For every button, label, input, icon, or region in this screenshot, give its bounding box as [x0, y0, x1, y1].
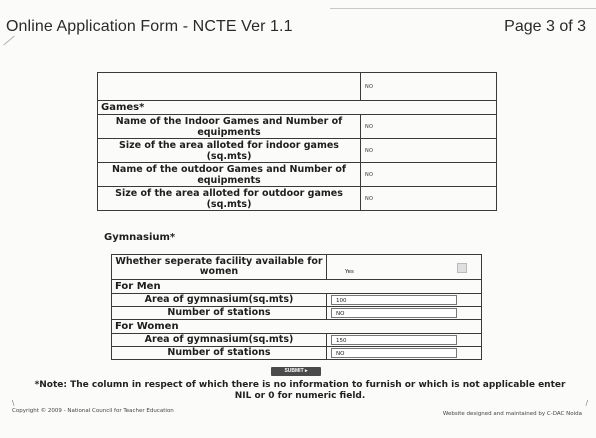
separate-facility-value: Yes	[345, 268, 354, 275]
note-text: *Note: The column in respect of which there is no information to furnish or which is not applicable enter NIL or 0 for numeric field.	[34, 380, 566, 401]
submit-button[interactable]: SUBMIT ▸	[271, 367, 321, 376]
submit-label: SUBMIT	[284, 368, 304, 374]
women-area-label: Area of gymnasium(sq.mts)	[112, 334, 327, 347]
scan-tick-mark: \	[12, 399, 15, 407]
footer-copyright: Copyright © 2009 - National Council for Teacher Education	[12, 408, 174, 414]
top-value-cell: NO	[361, 73, 497, 101]
women-stations-label: Number of stations	[112, 347, 327, 360]
gymnasium-heading: Gymnasium*	[104, 232, 176, 243]
table-section-row	[112, 320, 482, 334]
outdoor-games-value[interactable]: NO	[361, 163, 497, 187]
men-stations-input[interactable]: NO	[331, 308, 457, 318]
women-area-input[interactable]: 150	[331, 335, 457, 345]
outdoor-games-label: Name of the outdoor Games and Number of equipments	[98, 163, 361, 187]
gymnasium-table	[111, 254, 482, 360]
table-row	[98, 139, 497, 163]
scan-tick-mark: /	[585, 399, 588, 407]
for-women-label: For Women	[112, 320, 482, 334]
for-men-label: For Men	[112, 280, 482, 294]
page-number: Page 3 of 3	[504, 18, 586, 35]
scan-artifact-mark	[3, 36, 14, 46]
table-row	[112, 255, 482, 280]
men-stations-label: Number of stations	[112, 307, 327, 320]
table-section-row	[98, 101, 497, 115]
footer-credit: Website designed and maintained by C-DAC Noida	[442, 411, 582, 417]
separate-facility-label: Whether seperate facility available for women	[112, 255, 327, 280]
women-stations-cell	[327, 347, 482, 360]
page-header-title: Online Application Form - NCTE Ver 1.1	[6, 18, 293, 35]
table-row	[112, 307, 482, 320]
table-row	[112, 347, 482, 360]
table-row	[98, 115, 497, 139]
table-row	[98, 163, 497, 187]
indoor-games-label: Name of the Indoor Games and Number of equipments	[98, 115, 361, 139]
men-area-label: Area of gymnasium(sq.mts)	[112, 294, 327, 307]
table-section-row	[112, 280, 482, 294]
indoor-area-value[interactable]: NO	[361, 139, 497, 163]
games-table	[97, 72, 497, 211]
games-section-label: Games*	[98, 101, 497, 115]
table-row	[112, 294, 482, 307]
men-stations-cell	[327, 307, 482, 320]
scan-artifact-line	[330, 8, 596, 9]
men-area-cell	[327, 294, 482, 307]
table-row	[98, 187, 497, 211]
outdoor-area-label: Size of the area alloted for outdoor games (sq.mts)	[98, 187, 361, 211]
table-row	[98, 73, 497, 101]
indoor-games-value[interactable]: NO	[361, 115, 497, 139]
empty-cell	[98, 73, 361, 101]
table-row	[112, 334, 482, 347]
outdoor-area-value[interactable]: NO	[361, 187, 497, 211]
dropdown-arrow-icon[interactable]	[457, 263, 467, 273]
men-area-input[interactable]: 100	[331, 295, 457, 305]
women-area-cell	[327, 334, 482, 347]
indoor-area-label: Size of the area alloted for indoor games (sq.mts)	[98, 139, 361, 163]
women-stations-input[interactable]: NO	[331, 348, 457, 358]
separate-facility-select[interactable]	[327, 255, 482, 280]
